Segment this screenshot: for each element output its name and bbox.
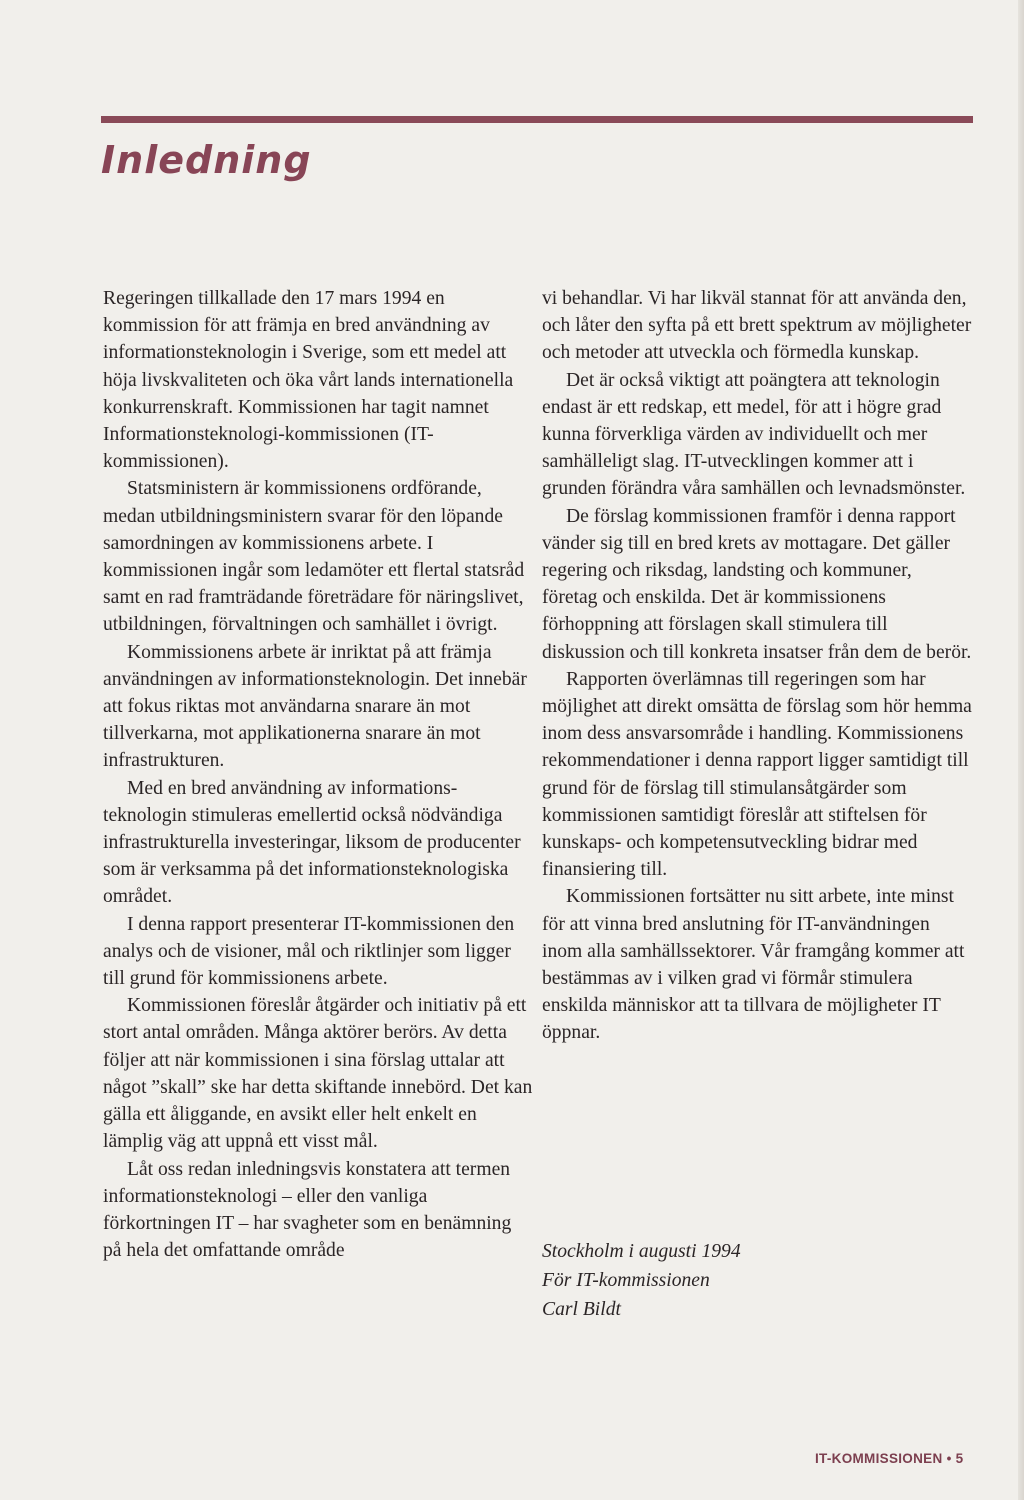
- page-number: 5: [955, 1451, 964, 1466]
- paragraph: Med en bred användning av informations-teknologin stimuleras emellertid också nödvändiga infrastrukturella investeringar, liksom de producenter som är verksamma på det informationsteknologiska området.: [103, 777, 521, 908]
- paragraph: Kommissionen föreslår åtgärder och initiativ på ett stort antal områden. Många aktörer berörs. Av detta följer att när kommissionen i sina förslag uttalar att något ”skall” ske har detta skiftande innebörd. Det kan gälla ett åliggande, en avsikt eller helt enkelt en lämplig väg att uppnå ett visst mål.: [103, 995, 533, 1153]
- page-title: Inledning: [101, 138, 312, 182]
- paragraph: Det är också viktigt att poängtera att teknologin endast är ett redskap, ett medel, för att i högre grad kunna förverkliga värden av individuellt och mer samhälleligt slag. IT-utvecklingen kommer att i grunden förändra våra samhällen och levnadsmönster.: [542, 369, 966, 500]
- signature-name: Carl Bildt: [542, 1299, 621, 1320]
- left-column: [103, 285, 533, 1264]
- paragraph: Kommissionen fortsätter nu sitt arbete, inte minst för att vinna bred anslutning för IT-användningen inom alla samhällssektorer. Vår framgång kommer att bestämmas av i vilken grad vi förmår stimulera enskilda människor att ta tillvara de möjligheter IT öppnar.: [542, 886, 965, 1044]
- paragraph: Regeringen tillkallade den 17 mars 1994 en kommission för att främja en bred användning av informationsteknologin i Sverige, som ett medel att höja livskvaliteten och öka vårt lands internationella konkurrenskraft. Kommissionen har tagit namnet Informationsteknologi-kommissionen (IT-kommissionen).: [103, 288, 514, 473]
- page-edge: [1018, 0, 1024, 1500]
- signature-block: [542, 1237, 741, 1324]
- signature-place-date: Stockholm i augusti 1994: [542, 1241, 741, 1262]
- paragraph: Statsministern är kommissionens ordförande, medan utbildningsministern svarar för den löpande samordningen av kommissionens arbete. I kommissionen ingår som ledamöter ett flertal statsråd samt en rad framträdande företrädare för näringslivet, utbildningen, förvaltningen och samhället i övrigt.: [103, 478, 525, 636]
- paragraph: Kommissionens arbete är inriktat på att främja användningen av informationsteknologin. Det innebär att fokus riktas mot användarna snarare än mot tillverkarna, mot applikationerna snarare än mot infrastrukturen.: [103, 641, 527, 772]
- footer-separator: •: [946, 1451, 952, 1466]
- right-column: [542, 285, 972, 1047]
- paragraph: vi behandlar. Vi har likväl stannat för att använda den, och låter den syfta på ett brett spektrum av möjligheter och metoder att utveckla och förmedla kunskap.: [542, 288, 972, 364]
- page-footer: [815, 1451, 963, 1466]
- paragraph: De förslag kommissionen framför i denna rapport vänder sig till en bred krets av mottagare. Det gäller regering och riksdag, landsting och kommuner, företag och enskilda. Det är kommissionens förhoppning att förslagen skall stimulera till diskussion och till konkreta insatser från dem de berör.: [542, 505, 972, 663]
- paragraph: I denna rapport presenterar IT-kommissionen den analys och de visioner, mål och riktlinjer som ligger till grund för kommissionens arbete.: [103, 913, 515, 990]
- paragraph: Låt oss redan inledningsvis konstatera att termen informationsteknologi – eller den vanliga förkortningen IT – har svagheter som en benämning på hela det omfattande område: [103, 1158, 512, 1262]
- top-rule: [101, 116, 973, 123]
- signature-for-line: För IT-kommissionen: [542, 1270, 710, 1291]
- paragraph: Rapporten överlämnas till regeringen som har möjlighet att direkt omsätta de förslag som hör hemma inom dess ansvarsområde i handling. Kommissionens rekommendationer i denna rapport ligger samtidigt till grund för de förslag till stimulansåtgärder som kommissionen samtidigt föreslår att stiftelsen för kunskaps- och kompetensutveckling bidrar med finansiering till.: [542, 668, 972, 881]
- footer-publication: IT-KOMMISSIONEN: [815, 1451, 943, 1466]
